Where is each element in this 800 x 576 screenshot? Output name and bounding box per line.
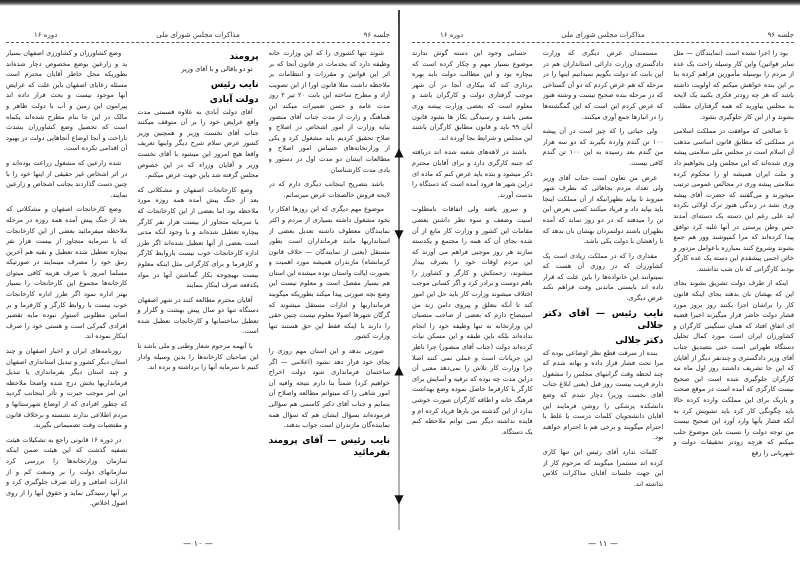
- text-column: [6, 48, 127, 538]
- binding-clip-icon: ▼: [394, 227, 404, 241]
- speaker-heading: دکتر جلالی: [615, 335, 664, 346]
- header-divider: [412, 42, 794, 44]
- paragraph: باشد بتصریح اینجانب دیگری دارم که در لایحه فروش خالصجات عرض میرسانم.: [268, 180, 390, 199]
- right-page: [412, 20, 794, 560]
- paragraph: شوند تنها کشوری را که این وزارت خانه وظیفه دارد که بخدمات در قانون آنجا که بر اثر این قوانین و مقررات و انتظامات بر ملاحظه داشت مثلا قانون اورا از این تصویب آزاد و مطرح ساخته این بابت ۲۰ تیر ۲ روز مدت عامه و حسن تعمیرات میکند این هماهنگ و زارت از مدت جناب آقای منصور بنایه وزارت از امور اشخاص در اصلاح و صلاح تحقیق کردیم باید مشغول کرد و یکی از وزارتخانه‌های حساس امور اصلاح و مطالعات ایشان دو مدت اول در دستور و بادی مدت کارشناسان: [268, 49, 390, 174]
- book-gutter: [398, 10, 400, 530]
- speaker-heading: دولت آبادی: [209, 94, 259, 105]
- paragraph: مقداری را که در مملکت زیادی است یک کشاورزان که در روزی آن هست که نمیتوانند این خانواده‌ها را باین علت که قرار داده اند بایستی ماندنی وقت فراهم نکند عرض دیگری.: [542, 251, 664, 303]
- binding-clip-icon: ▼: [394, 492, 404, 506]
- left-page-running-header: [6, 30, 390, 40]
- paragraph: آقایان محترم مطالعه کنند در شهر اصفهان دستگاه تنها دو سال پیش بهشت و گلزار و تعطیل ساختمانها و کارخانجات تعطیل شده است.: [137, 295, 259, 336]
- paragraph: وضع کارخانجات اصفهان و مشکلاتی که بعد از جنگ پیش آمده همه روزه در مرحله ملاحظه میفرمائید بعضی از این کارخانجات که با سرمایه متجاوز از بیست هزار نفر بیچاره تعطیل شده تعطیل و بقیه هم آخرین رمق خود را مصرف مینمایند در صورتیکه مسلما امروز با صرف هزینه کافی میتوان کارخانه‌ها مجموع این کارخانجات را بسیار بهتر اداره نمود اگر طرز اداره کارخانجات خوب نیست با روابط کارگر و کارفرما و بر اساس مطلوبی استوار نبوده مایه تقصیر افرادی گمرکی است و هستی خود را صرف اینکار نموده اند.: [6, 205, 128, 341]
- paragraph: با آنهمه مرحوم شعار وطنی و ملی باشد تا این صاحبان کارخانه‌ها را بدین وسیله وادار کنیم تا سرمایه آنها را برداشته و برده اند.: [137, 342, 259, 372]
- binding-clip-icon: ▲: [394, 363, 404, 377]
- text-column: [673, 48, 794, 538]
- text-column: [412, 48, 533, 538]
- speaker-heading: نایب رئیس — آقای دکتر جلالی: [542, 308, 664, 331]
- period-label: دوره ۱۶: [34, 31, 58, 39]
- paragraph: تا صالحی که موافقت در مملکت اسلامی در مملکتی که مطابق قانون اساسی مذهب آن اسلام است در مجلس ملی سلامتی پیشه وری شده‌اند که این مجلس ولی بخواهیم داد و ملت ایران همیشه او را محکوم کرده سلامتی پیشه وری در مجالس عمومی ترتیب میخورند و می‌گفتند که حضرت آقای پیشه وری نشد در زندگی هنوز ترک اولائی نکرده اید علی رغم این دسته یک دسته‌ای آمدند حس وطن پرستی در آنها غلبه کرد توافق پیدا کرده‌اند که مرا کمپوشند وور هم جمع بشوند وشروع کنند بمبارزه باعوامل مزدور و خائن اجنبی پیشقدم این دسته یک عده کارگر بودند کارگرانی که نان شب نداشتند.: [673, 127, 794, 273]
- paragraph: باشند در لاهه‌های شعبه شده اند دریافته که جنبه کارگری دارد و برای آقایان محترم ذکر میشود و بنده باید عرض کنم که ماده ای دراین شهر ها فرود آمده است که دستگاه را بدست آورند.: [411, 148, 533, 199]
- binding-clip-icon: ▲: [394, 145, 404, 159]
- paragraph: در دوره ۱۶ قانونی راجع به تشکیلات هیئت تصفیه گذشت که این هیئت ضمن اینکه سازمان وزارتخانه‌ها را بررسی کرد سازمانهای دولت را بر وسعت کم و از ادارات اضافی و زائد صرف جلوگیری کرد و بر آنها رسیدگی نماید و حقوق آنها را از روی اصول اخلاص.: [6, 435, 128, 508]
- paragraph: صورتی بدهد و این استان مهم روزی را بجای خود قرار دهد نشود (اعلامی — اگر ساختمان فرمانداری شود دولت اخراج خواهیم کرد) ضمناً بنا دارم نتیجه وافیه آن امور شاهی را که میتوانم مطالعه واصلاح آن بنمایم و جناب آقای دکتر کاسمی هم سؤالی فرموده‌اند بسؤال ایشان هم که سؤال همه نماینده‌گان مازندران است جواب بدهند.: [268, 347, 390, 430]
- paragraph: وضع کشاورزان و کشاورزی اصفهان بسیار بد و زارعین بوضع مخصوص دچار شده‌اند بطوریکه محل خاطر آقایان محترم است مسئله رعایای اصفهان باین علت که عرایض آنها موجود نیست و بحث قرار داده اند پیرامون این زمین و آب با دولت ظاهر و مالک در این جا بنام مطرح شده‌اند یکماه است که تحصیل وضع کشاورزان بشدت ناراحت و آنجا اوضاع آنجاهایی دولت در بهبود آن اقدامی نکرده است.: [6, 49, 128, 153]
- left-page: [6, 20, 390, 560]
- header-divider: [6, 42, 390, 44]
- scan-edge-shadow: [0, 0, 800, 6]
- paragraph: روزنامه‌های ایران و اخبار اصفهان و چند استان دیگر کشور و تبدیل استانداری اصفهان و چند استان دیگر بفرمانداری یا تبدیل فرمانداریها بخش درج شده واضحا ملاحظه این امر موجب حیرت و تأثر اینجانب گردید که چطور افرادی که از اوضاع شهرستانها و مردم اطلاعی ندارند نشسته و برخلاف قانون و مقتضیات وقت تصمیماتی بگیرند.: [6, 347, 128, 430]
- text-column: [269, 48, 390, 538]
- paragraph: و سرور یافته ولی اتفاقات نامطلوب امنیت وضعف و سوء نظر داشتن بعضی مقامات این کشور و وزارت کار مانع از آن شده بجای آن که همه را مجتمع و یکدسته سازند هر روز موجبی فراهم می آورند که این مردم اوقات خود را بصرف بیدار میشوند، زحمتکش و کارگر و کشاورز را باهم دوست و برادر کرد و اگر کسانی موجب اختلاف میشوند وزارت کار باید حل این امور کند تا آنکه بتعلق و پیروی دامن زند من استیضاح دارم که بعضی از صاحب منصبان این وزارتخانه نه تنها وظیفه خود را انجام نداده‌اند بلکه باین طبقه و این مسکن نیات کرده‌اند دولت (جناب آقای منصور) چرا ناظر این جریانات است و عملی نمی کنند اصلا چرا وزارت کار تلاش را نمی‌دهد معنی آن دراین مدت چه بوده که ترفیه و آسایش برای کارگر با کارفرما حاصل نموده وضع بهداشت فرهنگ خانه و اطاقه کارگران صورت خوشی ندارد از این گذشته من بارها فریاد کرده ام و فایده نداشته دیگر نمی توانم ملاحظه کنم یک دستگاه.: [411, 205, 533, 436]
- paragraph: کلمات ندارد آقای رئیس این تنها کاری کرده اند مستمرا میگویند که مرحوم کار از این جهت جلسات آقایان مذاکرات کلاس نداشته اند.: [542, 448, 664, 488]
- paragraph: اینکه از طرف دولت تشریق بشوند بجای این که بهشان نان بدهند بجای اینکه قانون کار را براشان اجرا بکنند روز بروز مورد فشار دولت حاضر قرار میگیرند اخیرا قضیه ای اتفاق افتاد که همان سنگینی کارگران و کشاورزان ایران است مورد کمال تجلیل دستگاه طهرانی است حتی بتصدیق جناب آقای وزیر دادگستری و چندنفر دیگر از آقایان که این جا تشریف داشتند روز اول ماه مه کارگران جلوگیری شده است این صحیح نیست کارگری که آمده است در موقع صحت و باربک برای این مملکت وارده کرده حالا باید چگونگی کار کرد باید تشویش کرد به آنکه فشار بآنها وارد آورد این صحیح نیست من توجه دولت را نسبت باین موضوع جلب میکنم که هرچه زودتر تحقیقات دولت و شهربانی را رفع: [673, 279, 794, 457]
- page-number: — ۱۰ —: [183, 539, 213, 548]
- document-title: مذاکرات مجلس شورای ملی: [561, 31, 645, 39]
- paragraph: ولی حیاتی را که چیز است در آن پیشه ۱۰۰ تن گندم وارده بگیرند که دو سه هزار من گندم بعد رسیده به این ۱۰۰ تن گندم کافی نیست.: [542, 127, 664, 167]
- document-title: مذاکرات مجلس شورای ملی: [156, 31, 240, 39]
- paragraph: موضوع مهم دیگری که این روزها افکار را بخود مشغول داشته بسیاری از مردم و اکثر نمایندگان معطوف داشته تعدیل بعضی از استانداریها مانند فرمانداران است بطور مستقل (یعنی از نمایندگان — خلاف قانون کرمانشاه) مازندران همیشه مورد اهمیت و بصورت ایالت واستان بوده میشده این استان هم بسیار مفصل است و معلوم نیست این وضع بچه صورتی پیدا میکند بطوریکه میگویند فرمانداریها و ادارات مستقل میشوند که گرگان شهرها اصولا معلوم نیست چنین حقی را دارند با اینکه فقط این حق هستند تنها وزارت کشور: [268, 205, 390, 341]
- speaker-heading: نایب رئیس: [210, 79, 259, 90]
- right-page-running-header: [412, 30, 794, 40]
- paragraph: شده زارعین که مشغول زراعت بوده‌اند و در اثر اشخاص غیر حقیقی از اینها خود را با چنین دست گذاردند بجانب اشخاص و زارعین نمایند.: [6, 158, 128, 199]
- page-number: — ۱۱ —: [588, 539, 618, 548]
- speaker-heading: پرومند: [229, 52, 259, 62]
- paragraph: تو دو باقالی و با آقای وزیر: [181, 65, 253, 73]
- paragraph: حسابی وجود این دسته گوش ندارند موضوع بسیار مهم و چکار کرده است که بیچاره بود و این مطالب دولت باید بهره برداری کند که بیکاری آنجا در آن شهر موجب گرفتاری دولت و کارگران باشد و معلوم است که بعضی وزارت پیشه وری معنی باشد و رسیدگی بکار ها بشود قانون آبان ۹۹ باید و قانون مطابق کارگران باشند این مجلس و شرایط بجا آورده اند.: [411, 49, 533, 142]
- paragraph: عرض من تعاون است جناب آقای وزیر ولی تعداد مردم بجاهائی که بطرف شهر میروند تا بپاید بطهرانیکه از آن مملکت اینجا باید بپاید داد و فریاد میکنند کسی بعرض این تن را میدهند که در دو روز نماند که آمده بطهران باشند دولتمردان بهشان نان بدهد که تا راهشان با دولت یکی باشد.: [542, 173, 664, 246]
- paragraph: مستمندان عرض دیگری که وزارت دادگستری وزارت دارائی استانداران هم در این بابت که دولت بگویم نمیدانیم اینها را در مرحله که هم عرض کردم که دو آن گستاخی که در مرحله بنده صحیح نیست و وشته هنوز که عرض کردم این است که این گمگشته‌ها را در انبارها جمع آوری میکنند.: [542, 49, 664, 121]
- text-column: [137, 48, 258, 538]
- left-page-columns: [6, 48, 390, 538]
- text-column: [543, 48, 664, 538]
- speaker-heading: نایب رئیس — آقای پرومند بفرمائید: [268, 435, 390, 458]
- session-label: جلسه ۹۶: [767, 31, 794, 39]
- session-label: جلسه ۹۶: [363, 31, 390, 39]
- period-label: دوره ۱۶: [440, 31, 464, 39]
- paragraph: بود را اجرا نشده است (نمایندگان — مثل سایر قوانین) واین کار وسیله راحت یک عده از مردم را بوسیله مأمورین فراهم کرده بنا بر این بنده خواهش میکنم که اولویت داشته باشد که هر چه زودتر فکری بکنید یک لایحه به مجلس بیاورید که همه گرفتاران مطلب بشوند و از این کار جلوگیری بشود.: [673, 49, 794, 121]
- paragraph: بنده از سرقت قطع نظر اوضاعی بوده که مرا تحت فشار قرار داده و بهانه شدم که چند لحظه وقت گرانبهای مجلس را مشغول دارم قریب بیست روز قبل (یعنی ابلاغ جناب آقای نخست وزیر) دچار شدم که وضع دانشکده پزشکی را روشن فرمایند این آقایان دانشجویان کلمات درست یا غلط با احترام میگویند و برخی هم با احترام خواهند بود.: [542, 348, 664, 442]
- right-page-columns: [412, 48, 794, 538]
- paragraph: وضع کارخانجات اصفهان و مشکلاتی که بعد از جنگ پیش آمده همه روزه مورد ملاحظه بود اما بعضی از این کارخانجات که با سرمایه متجاوز از بیست هزار نفر کارگر بیچاره تعطیل شده‌اند و با وجود آنکه مدتی است بعضی از آنها تعطیل شده‌اند اگر طرز اداره کارخانجات خوب نیست باروابط کارگر و کارفرما و برای کارگرانی مثل اینکه معلوم نیست بهیچوجه بکار گماشتن آنها در مواد یکدفعه صرف اینکار بنمایند: [137, 185, 259, 290]
- paragraph: آقای دولت آبادی به علاوه قسمتی مدت واقع عرایض خود را بر آن متوقف میکنند جناب آقای نخست وزیر و همچنین وزیر کشور عرض سلام شرح دیگر واینها تعریف واقعا هیچ امروز این میشود با آقای نخست وزیر و آقایان وزراء که در این خصوص مجلس گرفته شد باین جهت عرض میکنم.: [137, 107, 259, 180]
